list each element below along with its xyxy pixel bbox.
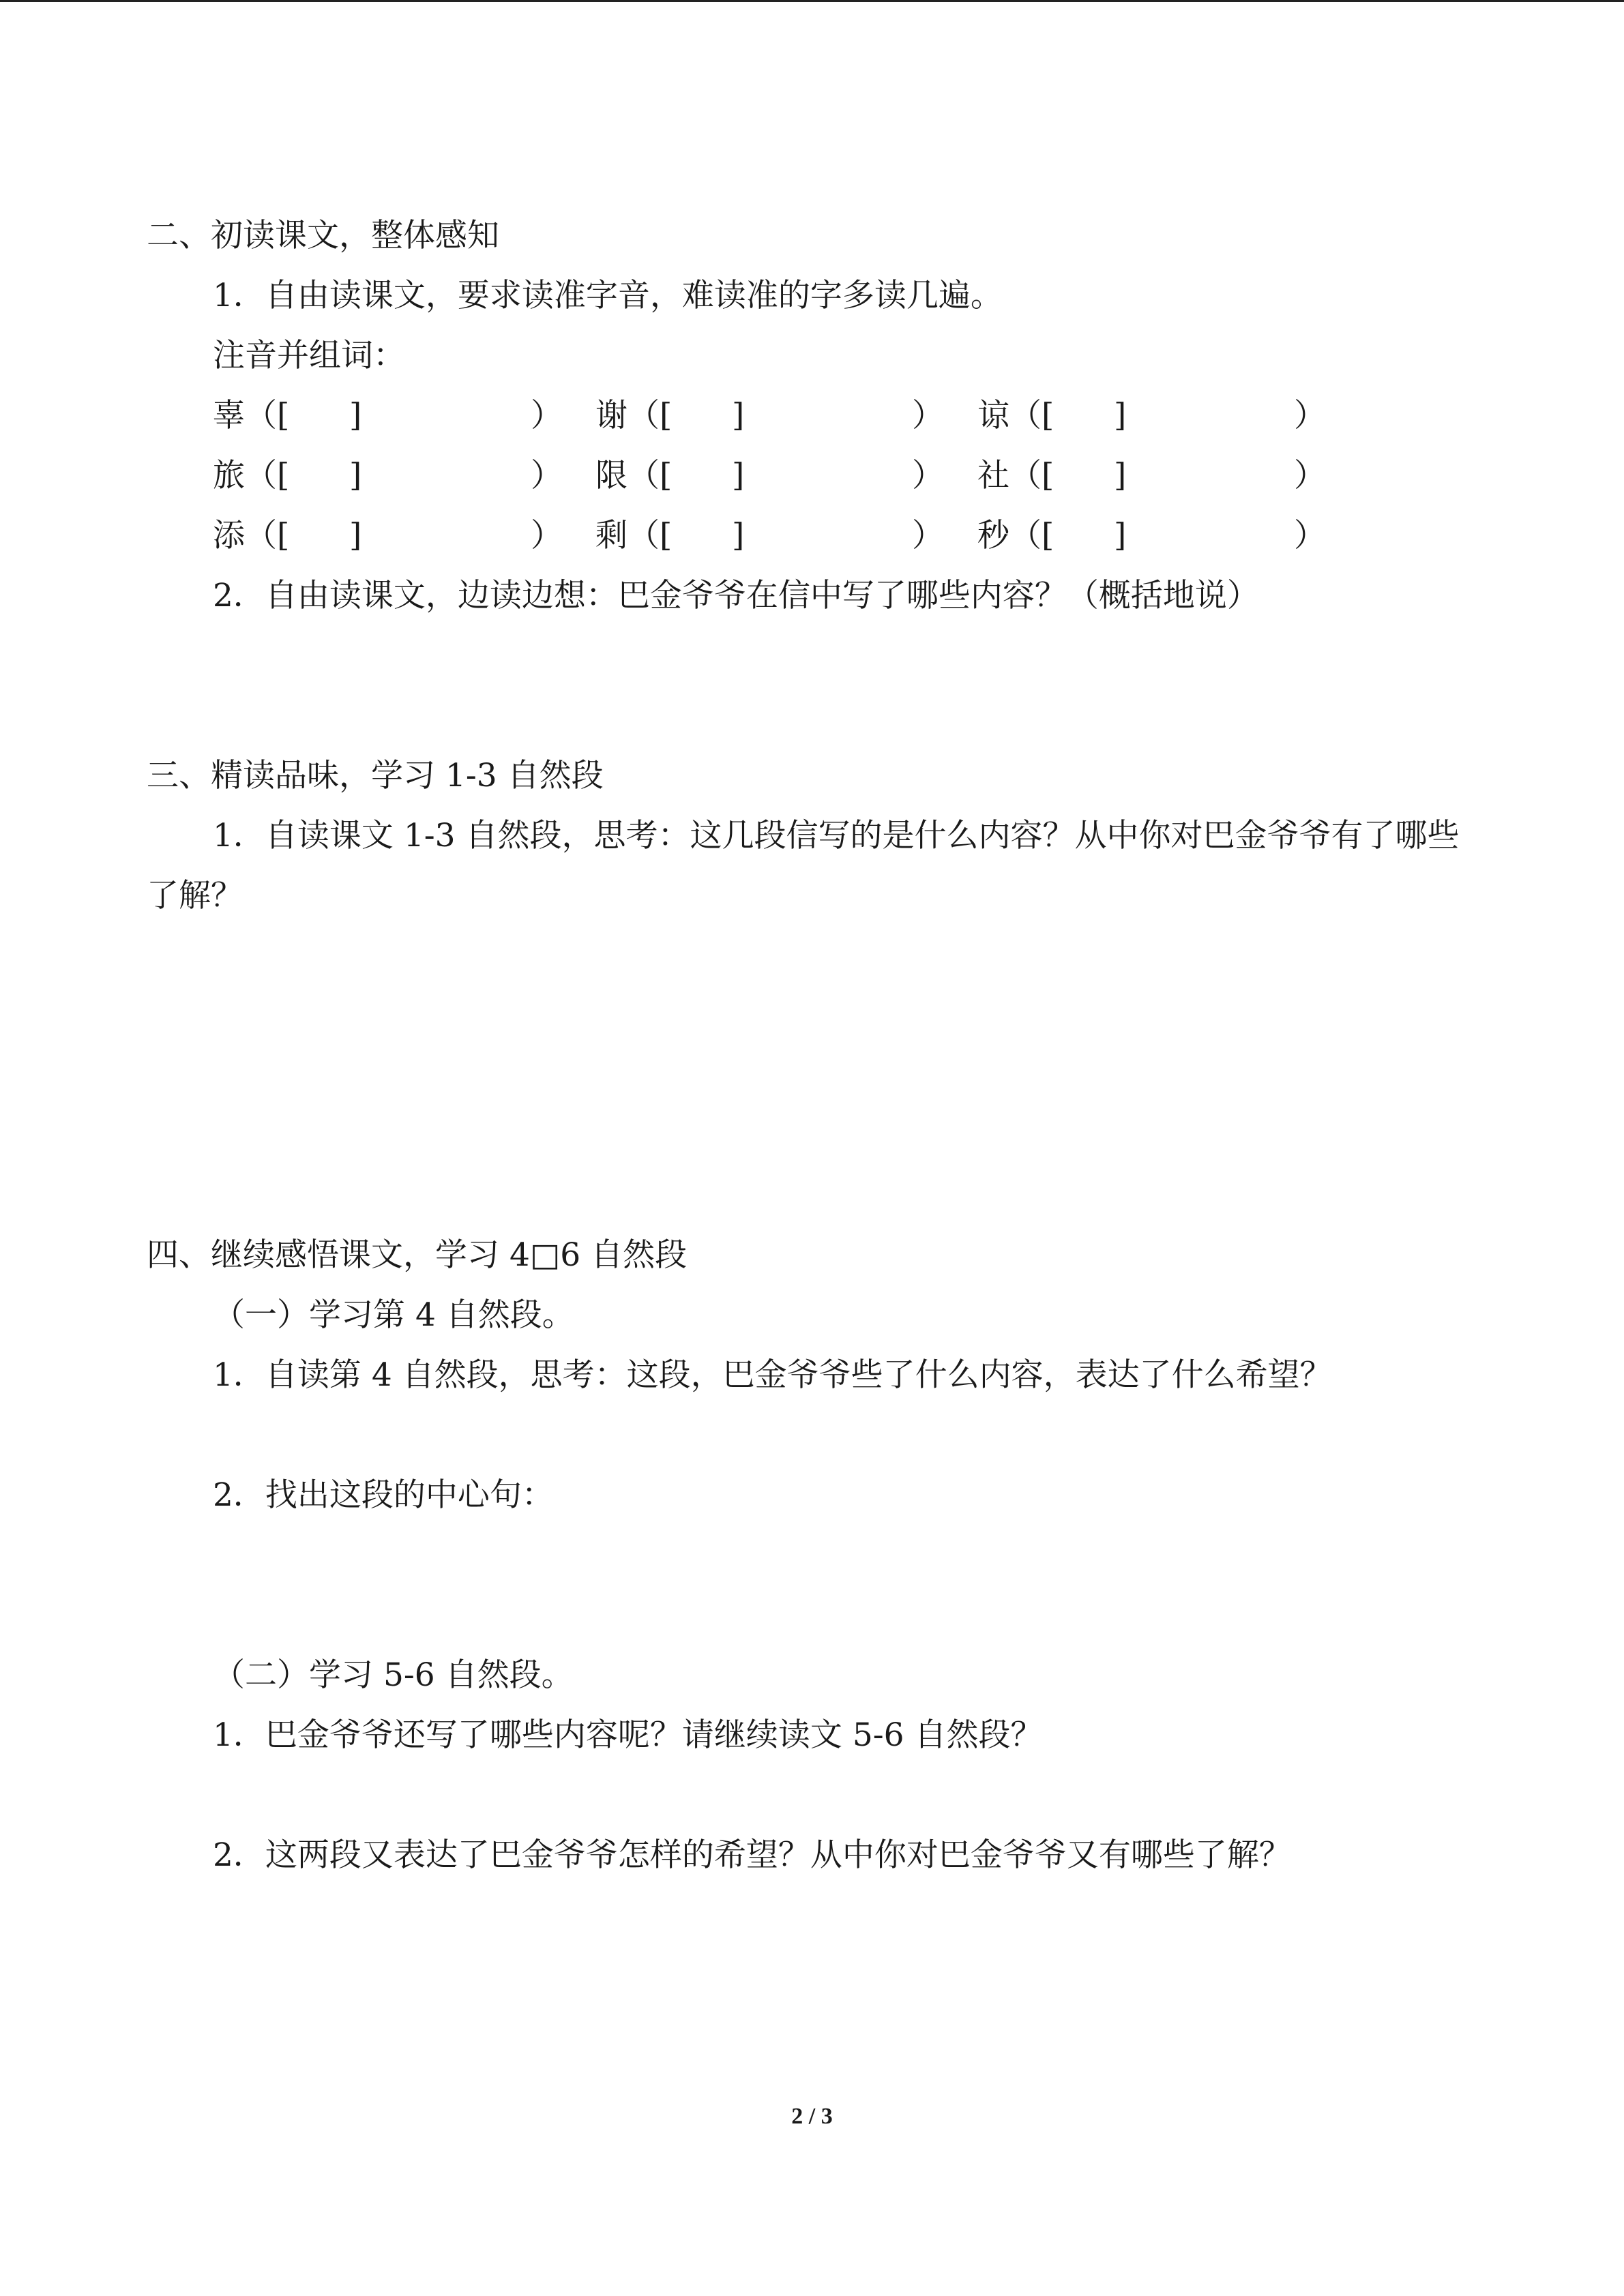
section-3-heading: 三、精读品味，学习 1-3 自然段 [147,757,604,794]
pinyin-row-1 [0,396,1624,436]
pinyin-row-2 [0,456,1624,496]
bracket-close: ] [349,397,362,434]
char-item: 限（[ [595,457,673,494]
section-3-question-1-cont: 了解？ [147,877,243,914]
paren-close: ） [531,517,563,554]
bracket-close: ] [1114,397,1127,434]
part-2-title: （二）学习 5-6 自然段。 [213,1656,574,1694]
section-4-heading: 四、继续感悟课文，学习 4□6 自然段 [147,1236,688,1274]
char-item: 旅（[ [213,457,290,494]
page-number: 2 / 3 [791,2104,833,2129]
paren-close: ） [1294,397,1326,434]
section-2-question-1: 1．自由读课文，要求读准字音，难读准的字多读几遍。 [213,277,1003,314]
paren-close: ） [531,457,563,494]
section-3-question-1: 1．自读课文 1-3 自然段，思考：这几段信写的是什么内容？从中你对巴金爷爷有了哪些 [213,817,1460,854]
bracket-close: ] [732,517,745,554]
char-item: 谢（[ [595,397,673,434]
section-2-instruction: 注音并组词： [213,337,405,374]
part-1-title: （一）学习第 4 自然段。 [213,1296,574,1334]
char-item: 剩（[ [595,517,673,554]
paren-close: ） [912,517,944,554]
paren-close: ） [912,397,944,434]
paren-close: ） [531,397,563,434]
bracket-close: ] [732,397,745,434]
paren-close: ） [1294,517,1326,554]
paren-close: ） [912,457,944,494]
section-2-heading: 二、初读课文，整体感知 [147,217,499,254]
char-item: 谅（[ [977,397,1054,434]
paren-close: ） [1294,457,1326,494]
bracket-close: ] [349,517,362,554]
part-2-question-1: 1．巴金爷爷还写了哪些内容呢？请继续读文 5-6 自然段？ [213,1716,1043,1754]
part-2-question-2: 2．这两段又表达了巴金爷爷怎样的希望？从中你对巴金爷爷又有哪些了解？ [213,1836,1291,1874]
char-item: 辜（[ [213,397,290,434]
part-1-question-2: 2．找出这段的中心句： [213,1476,554,1514]
top-border [0,0,1624,2]
bracket-close: ] [1114,517,1127,554]
bracket-close: ] [732,457,745,494]
part-1-question-1: 1．自读第 4 自然段，思考：这段，巴金爷爷些了什么内容，表达了什么希望？ [213,1356,1332,1394]
section-2-question-2: 2．自由读课文，边读边想：巴金爷爷在信中写了哪些内容？（概括地说） [213,577,1259,614]
char-item: 秒（[ [977,517,1054,554]
bracket-close: ] [1114,457,1127,494]
pinyin-row-3 [0,516,1624,556]
bracket-close: ] [349,457,362,494]
char-item: 社（[ [977,457,1054,494]
char-item: 添（[ [213,517,290,554]
